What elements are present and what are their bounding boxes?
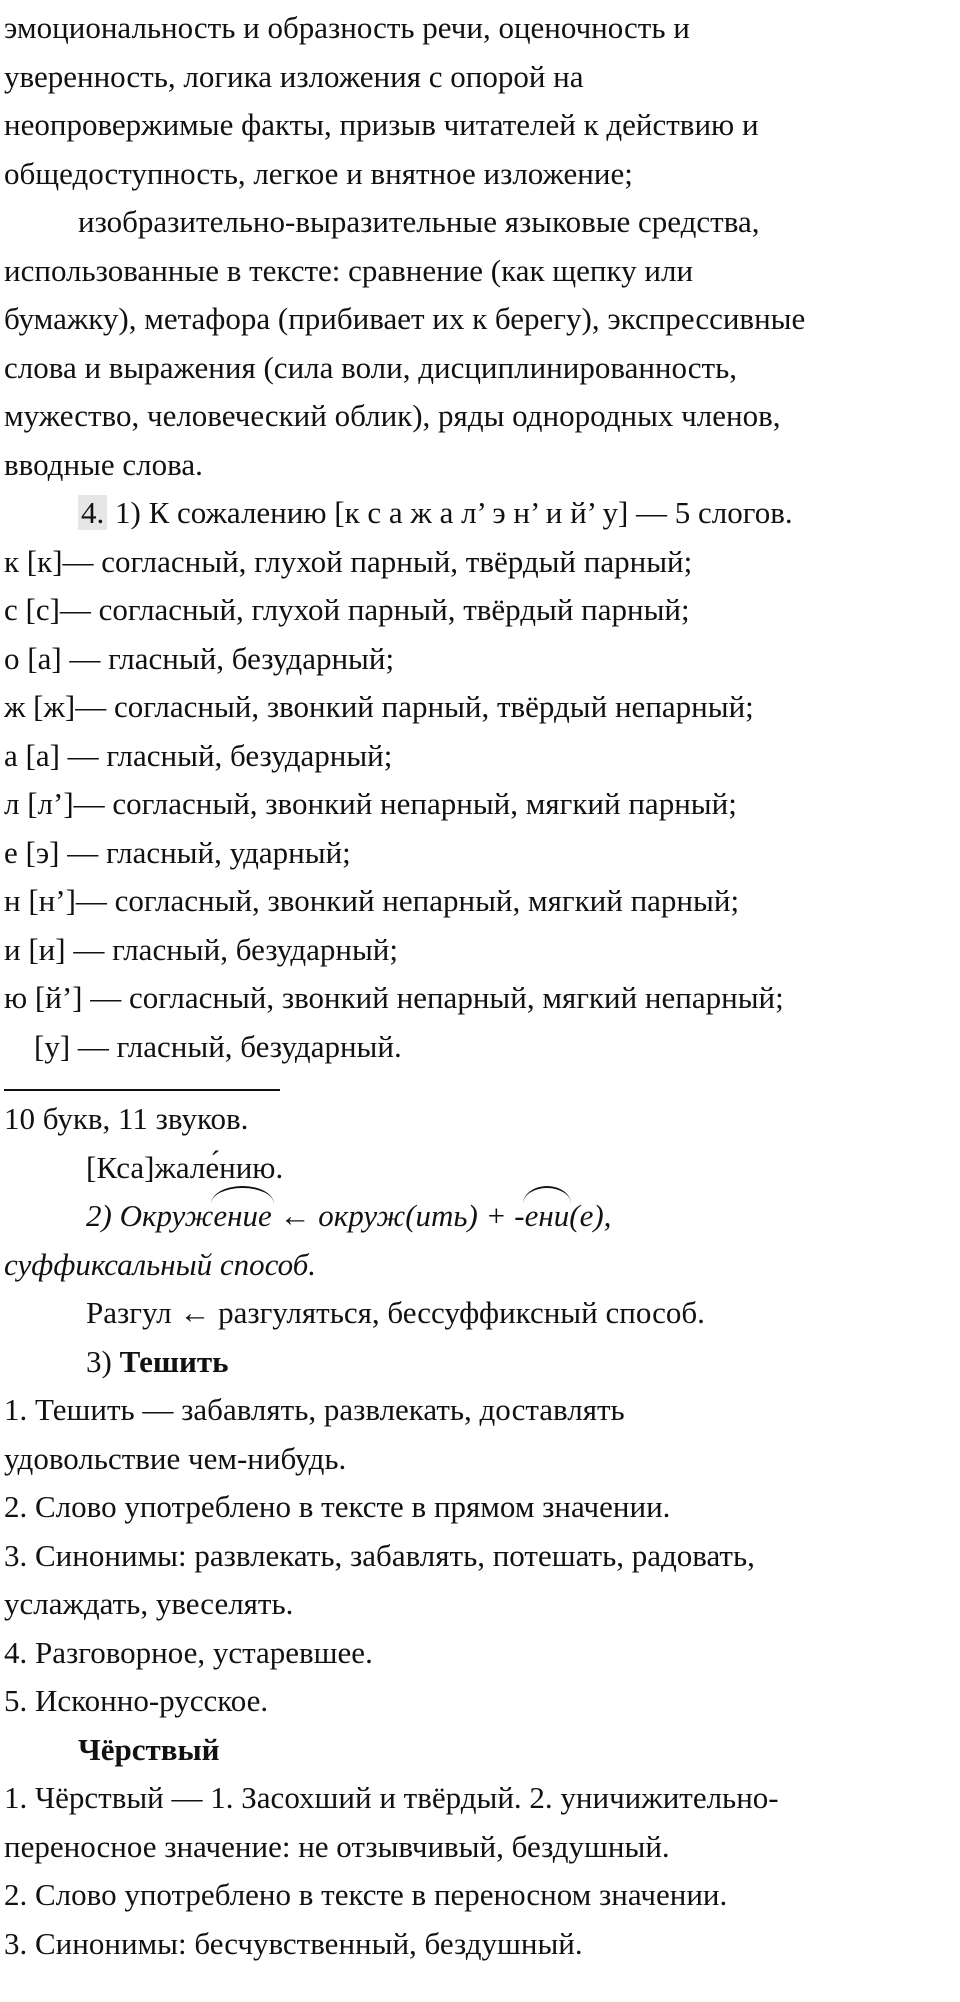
phonetic-line: ж [ж]— согласный, звонкий парный, твёрдый непарный; <box>4 689 754 724</box>
morph-end: (е), <box>569 1198 612 1233</box>
morph-analysis-line <box>4 1192 960 1241</box>
word-title: Тешить <box>119 1343 229 1379</box>
text-line: эмоциональность и образность речи, оценочность и <box>4 10 690 45</box>
text-line: слова и выражения (сила воли, дисциплинированность, <box>4 349 737 385</box>
phonetic-line: ю [й’] — согласный, звонкий непарный, мягкий непарный; <box>4 980 784 1015</box>
list-item: 2. Слово употреблено в тексте в переносном значении. <box>4 1877 728 1912</box>
list-item: 1. Тешить — забавлять, развлекать, доставлять <box>4 1392 625 1427</box>
morph-analysis-line-2: суффиксальный способ. <box>4 1246 317 1282</box>
list-item: 2. Слово употреблено в тексте в прямом значении. <box>4 1489 671 1524</box>
list-item: 3. Синонимы: бесчувственный, бездушный. <box>4 1925 583 1961</box>
page-break-divider <box>4 1089 280 1091</box>
morph-prefix: 2) Окруж <box>86 1198 214 1233</box>
text-line: общедоступность, легкое и внятное изложение; <box>4 155 633 191</box>
phonetic-line: н [н’]— согласный, звонкий непарный, мягкий парный; <box>4 883 740 918</box>
list-item: удовольствие чем-нибудь. <box>4 1440 347 1476</box>
suffix-arc-2: ени <box>525 1192 570 1241</box>
phonetic-line: и [и] — гласный, безударный; <box>4 931 399 967</box>
letter-sound-count: 10 букв, 11 звуков. <box>4 1101 249 1136</box>
phonetic-line: к [к]— согласный, глухой парный, твёрдый парный; <box>4 543 693 579</box>
list-item: 3. Синонимы: развлекать, забавлять, потешать, радовать, <box>4 1537 755 1573</box>
suffix-arc-1: ение <box>213 1192 271 1241</box>
phonetic-line: о [а] — гласный, безударный; <box>4 640 395 676</box>
list-item: 1. Чёрствый — 1. Засохший и твёрдый. 2. уничижительно- <box>4 1780 779 1815</box>
phonetic-line: е [э] — гласный, ударный; <box>4 834 351 870</box>
text-line: изобразительно-выразительные языковые средства, <box>78 204 760 239</box>
razgul-line: Разгул ← разгуляться, бессуффиксный способ. <box>86 1295 705 1330</box>
text-line: вводные слова. <box>4 446 203 482</box>
list-item: переносное значение: не отзывчивый, бездушный. <box>4 1828 670 1864</box>
text-line: неопровержимые факты, призыв читателей к действию и <box>4 107 759 142</box>
phonetic-line: л [л’]— согласный, звонкий непарный, мягкий парный; <box>4 786 737 821</box>
text-line: использованные в тексте: сравнение (как щепку или <box>4 252 694 288</box>
list-item: услаждать, увеселять. <box>4 1586 294 1621</box>
task-4-heading <box>4 489 960 538</box>
text-line: уверенность, логика изложения с опорой на <box>4 58 584 94</box>
word-heading-cherstvy: Чёрствый <box>78 1731 220 1767</box>
text-line: бумажку), метафора (прибивает их к берегу), экспрессивные <box>4 301 806 336</box>
morph-middle: ← окруж(ить) + - <box>271 1198 525 1233</box>
list-item: 5. Исконно-русское. <box>4 1683 269 1718</box>
text-line: мужество, человеческий облик), ряды однородных членов, <box>4 398 781 433</box>
word-heading-prefix: 3) <box>86 1343 120 1379</box>
syllable-split: [Кса]жале́нию. <box>86 1149 284 1185</box>
list-item: 4. Разговорное, устаревшее. <box>4 1634 373 1670</box>
phonetic-line: а [а] — гласный, безударный; <box>4 737 393 773</box>
task-4-text: 1) К сожалению [к с а ж а л’ э н’ и й’ у] — 5 слогов. <box>107 495 793 530</box>
phonetic-line: с [с]— согласный, глухой парный, твёрдый парный; <box>4 592 690 627</box>
task-number-badge: 4. <box>78 495 107 530</box>
phonetic-line: [у] — гласный, безударный. <box>34 1028 402 1064</box>
word-heading-teshit <box>4 1338 960 1387</box>
